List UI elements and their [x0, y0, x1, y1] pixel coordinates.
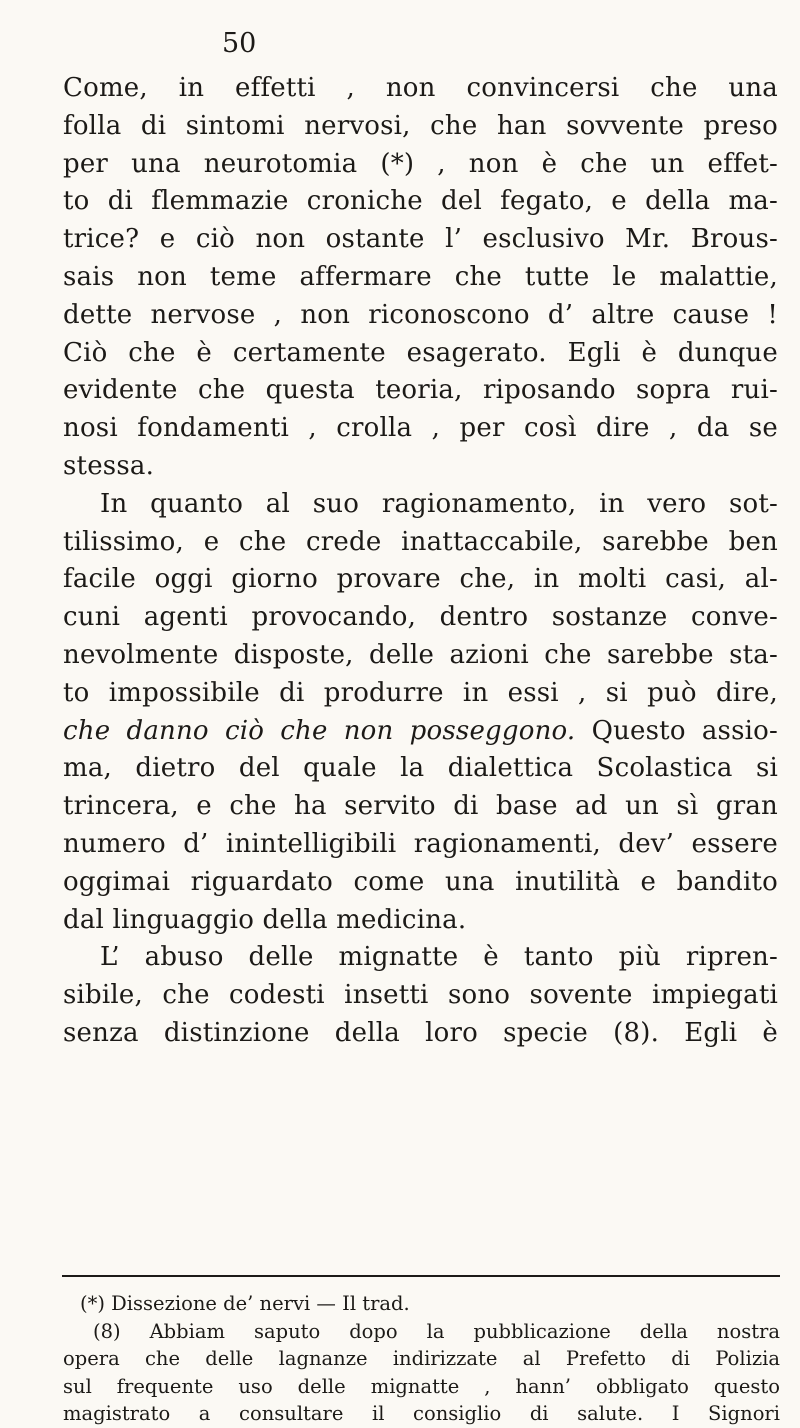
text-line: trice? e ciò non ostante l’ esclusivo Mr. Brous-	[63, 224, 778, 255]
text-line: to di flemmazie croniche del fegato, e della ma-	[63, 186, 778, 217]
text-line: In quanto al suo ragionamento, in vero sot-	[100, 488, 778, 519]
text-line: cuni agenti provocando, dentro sostanze conve-	[63, 602, 778, 633]
text-line: oggimai riguardato come una inutilità e bandito	[63, 866, 778, 897]
footnote-line: (*) Dissezione de’ nervi — Il trad.	[80, 1292, 410, 1315]
main-text	[63, 70, 778, 1053]
text-line: sibile, che codesti insetti sono sovente impiegati	[63, 980, 778, 1011]
text-line: folla di sintomi nervosi, che han sovvente preso	[63, 110, 778, 141]
text-line: senza distinzione della loro specie (8). Egli è	[63, 1017, 778, 1048]
text-line: to impossibile di produrre in essi , si può dire,	[63, 677, 778, 708]
page-number: 50	[222, 28, 257, 59]
text-line: sais non teme affermare che tutte le malattie,	[63, 261, 778, 292]
text-line: ma, dietro del quale la dialettica Scolastica si	[63, 753, 778, 784]
italic-phrase: che danno ciò che non posseggono.	[63, 715, 576, 746]
footnote-line: sul frequente uso delle mignatte , hann’ obbligato questo	[63, 1374, 780, 1398]
text-line: per una neurotomia (*) , non è che un effet-	[63, 148, 778, 179]
text-line: L’ abuso delle mignatte è tanto più ripren-	[100, 942, 778, 973]
text-line: nosi fondamenti , crolla , per così dire , da se	[63, 413, 778, 444]
text-line: dal linguaggio della medicina.	[63, 904, 467, 935]
footnotes	[63, 1290, 780, 1428]
text-line: stessa.	[63, 450, 155, 481]
text-line: nevolmente disposte, delle azioni che sarebbe sta-	[63, 639, 778, 670]
text-line-mixed	[63, 713, 778, 751]
footnote-line: magistrato a consultare il consiglio di salute. I Signori	[63, 1402, 780, 1425]
footnote-line: (8) Abbiam saputo dopo la pubblicazione della nostra	[93, 1319, 780, 1343]
footnote-line: opera che delle lagnanze indirizzate al Prefetto di Polizia	[63, 1347, 780, 1370]
text-line: evidente che questa teoria, riposando sopra rui-	[63, 375, 778, 406]
text-line: Ciò che è certamente esagerato. Egli è dunque	[63, 337, 778, 368]
footnote-divider	[62, 1275, 780, 1277]
text-line: trincera, e che ha servito di base ad un sì gran	[63, 791, 778, 822]
text-line: Come, in effetti , non convincersi che una	[63, 73, 778, 103]
text-line: dette nervose , non riconoscono d’ altre cause !	[63, 299, 778, 330]
text-line: tilissimo, e che crede inattaccabile, sarebbe ben	[63, 526, 778, 557]
text-segment: Questo assio-	[591, 715, 778, 746]
text-line: numero d’ inintelligibili ragionamenti, dev’ essere	[63, 828, 778, 859]
text-line: facile oggi giorno provare che, in molti casi, al-	[63, 564, 778, 595]
